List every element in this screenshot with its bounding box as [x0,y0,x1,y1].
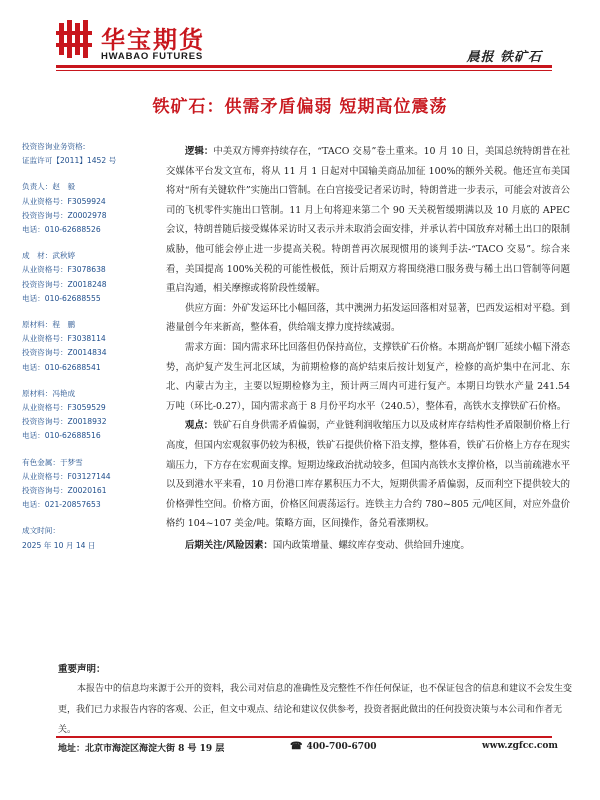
analyst-detail: 从业资格号：F03127144 [22,471,111,481]
phone-icon: ☎ [290,741,303,752]
analyst-detail: 投资咨询号：Z0002978 [22,210,107,220]
analyst-detail: 电话：010-62688526 [22,225,101,235]
view-label: 观点： [185,420,214,432]
logic-paragraph: 逻辑：中美双方博弈持续存在，“TACO 交易”卷土重来。10 月 10 日，美国总统特朗普在社交媒体平台发文宣布，将从 11 月 1 日起对中国输美商品加征 100%的额外关税。他还宣布美国将对“所有关键软件”实施出口管制。在白宫接受记者采访时，特朗普进一步表示，可能会对波音公司的飞机零件实施出口管制。11 月上旬将迎来第二个 90 天关税暂缓期满以及 10 月底的 APEC 会议，特朗普随后接受媒体采访时又表示并未取消会面安排，并承认若中国放弃对稀土出口的限制威胁，他可能会停止进一步提高关税。特朗普再次展现惯用的谈判手法-“TACO 交易”。综合来看，美国提高 100%关税的可能性极低，预计后期双方将围绕港口服务费与稀土出口管制等问题重启沟通，相关摩擦或将阶段性缓解。 [166,146,570,295]
analyst-detail: 电话：010-62688555 [22,293,101,303]
analyst-role: 有色金属：于梦雪 [22,457,83,467]
analyst-role: 负责人：赵 毅 [22,182,76,192]
report-tag: 晨报 铁矿石 [466,50,542,65]
analyst-detail: 投资咨询号：Z0014834 [22,348,107,358]
analyst-detail: 投资咨询号：Z0020161 [22,486,107,496]
brand-name-cn: 华宝期货 [101,26,205,54]
analyst-detail: 电话：010-62688516 [22,431,101,441]
footer-website[interactable]: www.zgfcc.com [482,741,558,751]
analyst-detail: 从业资格号：F3059529 [22,403,106,413]
supply-paragraph: 供应方面：外矿发运环比小幅回落，其中澳洲力拓发运回落相对显著，巴西发运相对平稳。到港量创今年来新高，整体看，供给端支撑力度持续减弱。 [166,302,570,334]
analyst-detail: 从业资格号：F3038114 [22,334,106,344]
disclaimer-heading: 重要声明： [58,664,106,675]
header-divider [56,65,552,68]
analyst-sidebar [22,140,162,553]
demand-paragraph: 需求方面：国内需求环比回落但仍保持高位，支撑铁矿石价格。本期高炉钢厂延续小幅下滑态势，高炉复产发生河北区域，为前期检修的高炉结束后按计划复产，检修的高炉集中在河北、东北、内蒙古为主，主要以短期检修为主，预计两三周内可进行复产。本期日均铁水产量 241.54 万吨（环比-0.27），国内需求高于 8 月份平均水平（240.5），整体看，高铁水支撑铁矿石价格。 [166,341,570,412]
view-paragraph: 观点：铁矿石自身供需矛盾偏弱，产业链利润收缩压力以及成材库存结构性矛盾限制价格上行高度，但国内宏观叙事仍较为积极，铁矿石提供价格下沿支撑，整体看，铁矿石价格上方存在现实端压力，下方存在宏观面支撑。短期边缘政治扰动较多，但国内高铁水支撑价格，以当前疏港水平以及到港水平来看，10 月份港口库存累积压力不大，短期供需矛盾偏弱，反而利空下提供较大的价格弹性空间。价格方面，价格区间震荡运行。连铁主力合约 780~805 元/吨区间，对应外盘价格约 104~107 美金/吨。策略方面，区间操作，备兑看涨期权。 [166,420,570,530]
analyst-detail: 电话：010-62688541 [22,362,101,372]
focus-label: 后期关注/风险因素： [185,539,273,551]
report-body [166,142,570,555]
footer-phone: ☎ 400-700-6700 [290,741,377,752]
analyst-role: 原材料：程 鹏 [22,320,76,330]
license-label: 投资咨询业务资格: [22,142,86,151]
focus-paragraph: 后期关注/风险因素：国内政策增量、螺纹库存变动、供给回升速度。 [185,539,470,551]
brand-name-en: HWABAO FUTURES [101,51,203,62]
analyst-detail: 电话：021-20857653 [22,500,101,510]
analyst-detail: 投资咨询号：Z0018932 [22,417,107,427]
logic-label: 逻辑： [185,146,214,157]
analyst-detail: 投资咨询号：Z0018248 [22,279,107,289]
analyst-detail: 从业资格号：F3078638 [22,265,106,275]
report-title: 铁矿石：供需矛盾偏弱 短期高位震荡 [152,97,448,117]
analyst-role: 成 材：武秋婷 [22,251,76,261]
date-label: 成文时间： [22,526,60,536]
disclaimer-text: 本报告中的信息均来源于公开的资料，我公司对信息的准确性及完整性不作任何保证，也不保证包含的信息和建议不会发生变更，我们已力求报告内容的客观、公正，但文中观点、结论和建议仅供参考，投资者据此做出的任何投资决策与本公司和作者无关。 [58,684,573,735]
analyst-role: 原材料：冯艳成 [22,388,76,398]
header-divider-thin [56,70,552,71]
analyst-detail: 从业资格号：F3059924 [22,196,106,206]
license-number: 证监许可【2011】1452 号 [22,156,117,166]
date-value: 2025 年 10 月 14 日 [22,540,96,550]
hwabao-logo-icon [56,19,96,59]
footer-address: 地址：北京市海淀区海淀大街 8 号 19 层 [58,744,225,754]
footer-divider [56,736,552,738]
